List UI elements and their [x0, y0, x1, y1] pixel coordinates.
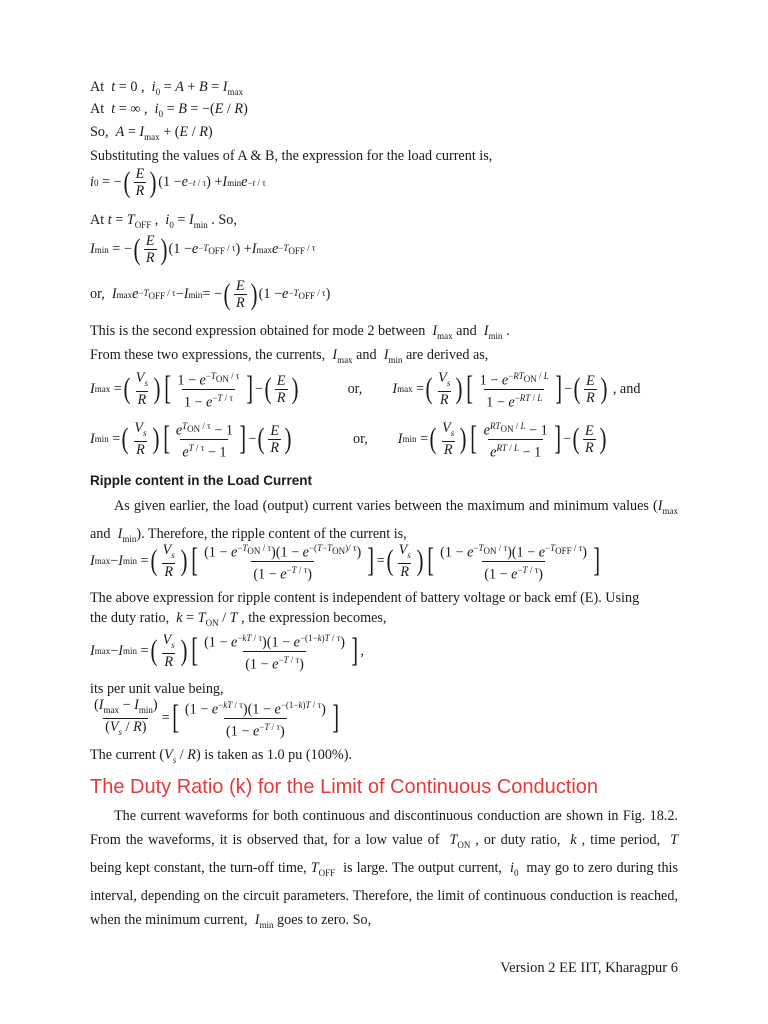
- line-tinf: At t = ∞ , $i_0 = B = -(E / R)$: [90, 101, 248, 119]
- eq-ripple-k: I max − I min = ( $\frac{V_s}{R}$ ) [ $\frac{(1 - e^{-kT / \tau})(1 - e^{-(1-k)T / \tau})}{(1 - e^{-T / \tau})}$ ] ,: [90, 632, 364, 673]
- line-per-unit: its per unit value being,: [90, 681, 224, 697]
- or-label-2: or,: [353, 430, 368, 447]
- eq-imin-mode2: I min = − ( $\frac{E}{R}$ ) (1 − e $-T_{OFF} / \tau$ ) + I max e $-T_{OFF} / \tau$: [90, 232, 316, 266]
- para-duty: The current waveforms for both continuous and discontinuous conduction are shown in Fig. 18.2. From the waveforms, it is observed that, for a low value of $T_{ON}$ , or duty ratio, k , time period, T being kept constant, the turn-off time, $T_{OFF}$ is large. The output current, $i_0$ may go to zero during this interval, depending on the circuit parameters. Therefore, the limit of continuous conduction is reached, when the minimum current, $I_{min}$ goes to zero. So,: [90, 808, 679, 930]
- line-two-expressions: From these two expressions, the currents, $I_{max}$ and $I_{min}$ are derived as,: [90, 347, 489, 365]
- eq-or-form: or, I max e $-T_{OFF} / \tau$ − I min = − ( $\frac{E}{R}$ ) (1 − e $-T_{OFF} / \tau$ ): [90, 277, 331, 311]
- para-ripple: As given earlier, the load (output) current varies between the maximum and minimum values ($I_{max}$ and $I_{min}$). Therefore, the ripple content of the current is,: [90, 498, 678, 545]
- eq-per-unit: $\frac{(I_{max} - I_{min})}{(V_s / R)}$ = [ $\frac{(1 - e^{-kT / \tau})(1 - e^{-(1-k)T / \tau})}{(1 - e^{-T / \tau})}$ ]: [94, 697, 339, 740]
- line-current-base: The current $(V_s / R)$ is taken as 1.0 pu (100%).: [90, 747, 352, 765]
- line-independent: The above expression for ripple content is independent of battery voltage or back emf (E). Using: [90, 590, 640, 606]
- line-substituting: Substituting the values of A & B, the expression for the load current is,: [90, 148, 493, 164]
- eq-imin-derived: I min = ( $\frac{V_s}{R}$ ) [ $\frac{e^{T_{ON} / \tau} - 1}{e^{T / \tau} - 1}$ ] − ( $\frac{E}{R}$ ) or, I min = ( $\frac{V_s}{R}$ ) [ $\frac{e^{RT_{ON} / L} - 1}{e^{RT / L} - 1}$ ] − ( $\frac{E}{R}$ ): [90, 420, 607, 461]
- line-at-toff: At $t = T_{OFF}$ , $i_0 = I_{min}$ . So,: [90, 212, 237, 230]
- eq-i0: i 0 = − ( $\frac{E}{R}$ ) (1 − e −t / τ ) + I min e −t / τ: [90, 165, 266, 199]
- and-label: , and: [612, 380, 641, 397]
- line-duty-lead: the duty ratio, $k = T_{ON} / T$ , the expression becomes,: [90, 610, 387, 628]
- line-t0: At t = 0 , $i_0 = A + B = I_{max}$: [90, 79, 243, 97]
- eq-imax-derived: I max = ( $\frac{V_s}{R}$ ) [ $\frac{1 - e^{-T_{ON} / \tau}}{1 - e^{-T / \tau}}$ ] − ( $\frac{E}{R}$ ) or, I max = ( $\frac{V_s}{R}$ ) [ $\frac{1 - e^{-RT_{ON} / L}}{1 - e^{-RT / L}}$ ] − ( $\frac{E}{R}$ ) , and: [90, 370, 641, 411]
- line-so-a: So, $A = I_{max} + (E / R)$: [90, 124, 213, 142]
- heading-duty-ratio: The Duty Ratio (k) for the Limit of Continuous Conduction: [90, 776, 599, 798]
- page-footer: Version 2 EE IIT, Kharagpur 6: [500, 960, 678, 976]
- eq-ripple: I max − I min = ( $\frac{V_s}{R}$ ) [ $\frac{(1 - e^{-T_{ON} / \tau})(1 - e^{-(T-T_{ON})/ \tau})}{(1 - e^{-T / \tau})}$ ] = ( $\frac{V_s}{R}$ ) [ $\frac{(1 - e^{-T_{ON} / \tau})(1 - e^{-T_{OFF} / \tau})}{(1 - e^{-T / \tau})}$ ]: [90, 542, 601, 583]
- or-label-1: or,: [347, 380, 363, 397]
- heading-ripple: Ripple content in the Load Current: [90, 473, 312, 488]
- line-second-expression: This is the second expression obtained for mode 2 between $I_{max}$ and $I_{min}$ .: [90, 323, 510, 341]
